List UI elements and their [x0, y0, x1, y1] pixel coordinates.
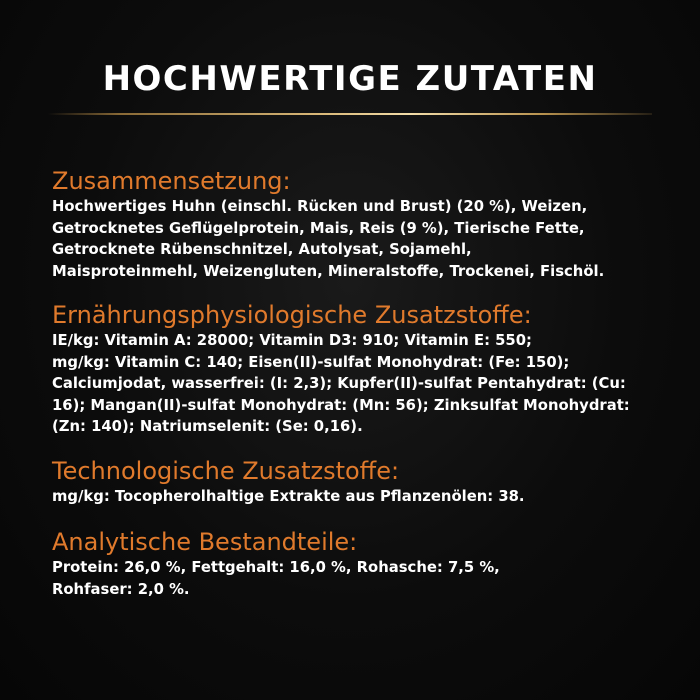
- text-line: Getrocknetes Geflügelprotein, Mais, Reis (9 %), Tierische Fette,: [52, 219, 585, 237]
- text-line: IE/kg: Vitamin A: 28000; Vitamin D3: 910; Vitamin E: 550;: [52, 332, 532, 349]
- page-title: HOCHWERTIGE ZUTATEN: [102, 59, 598, 99]
- section-technological-additives: [52, 456, 662, 508]
- section-body: [52, 486, 662, 508]
- section-composition: [52, 166, 662, 282]
- gold-divider: [48, 113, 652, 115]
- section-body: [52, 557, 662, 600]
- text-line: Hochwertiges Huhn (einschl. Rücken und Brust) (20 %), Weizen,: [52, 198, 588, 215]
- section-heading: Technologische Zusatzstoffe:: [52, 456, 400, 485]
- text-line: Rohfaser: 2,0 %.: [52, 580, 190, 598]
- text-line: (Zn: 140); Natriumselenit: (Se: 0,16).: [52, 418, 363, 435]
- text-line: Protein: 26,0 %, Fettgehalt: 16,0 %, Rohasche: 7,5 %,: [52, 559, 500, 576]
- section-body: [52, 196, 662, 282]
- text-line: Getrocknete Rübenschnitzel, Autolysat, Sojamehl,: [52, 241, 472, 258]
- text-line: Calciumjodat, wasserfrei: (I: 2,3); Kupfer(II)-sulfat Pentahydrat: (Cu:: [52, 375, 626, 392]
- section-body: [52, 330, 662, 438]
- section-nutritional-additives: [52, 300, 662, 438]
- text-line: 16); Mangan(II)-sulfat Monohydrat: (Mn: 56); Zinksulfat Monohydrat:: [52, 396, 630, 414]
- section-heading: Ernährungsphysiologische Zusatzstoffe:: [52, 301, 532, 329]
- section-heading: Analytische Bestandteile:: [52, 528, 358, 556]
- section-analytical-constituents: [52, 527, 662, 600]
- text-line: mg/kg: Tocopherolhaltige Extrakte aus Pflanzenölen: 38.: [52, 487, 525, 505]
- text-line: Maisproteinmehl, Weizengluten, Mineralstoffe, Trockenei, Fischöl.: [52, 262, 605, 280]
- section-heading: Zusammensetzung:: [52, 167, 291, 195]
- ingredients-content: [52, 166, 662, 600]
- text-line: mg/kg: Vitamin C: 140; Eisen(II)-sulfat Monohydrat: (Fe: 150);: [52, 353, 570, 371]
